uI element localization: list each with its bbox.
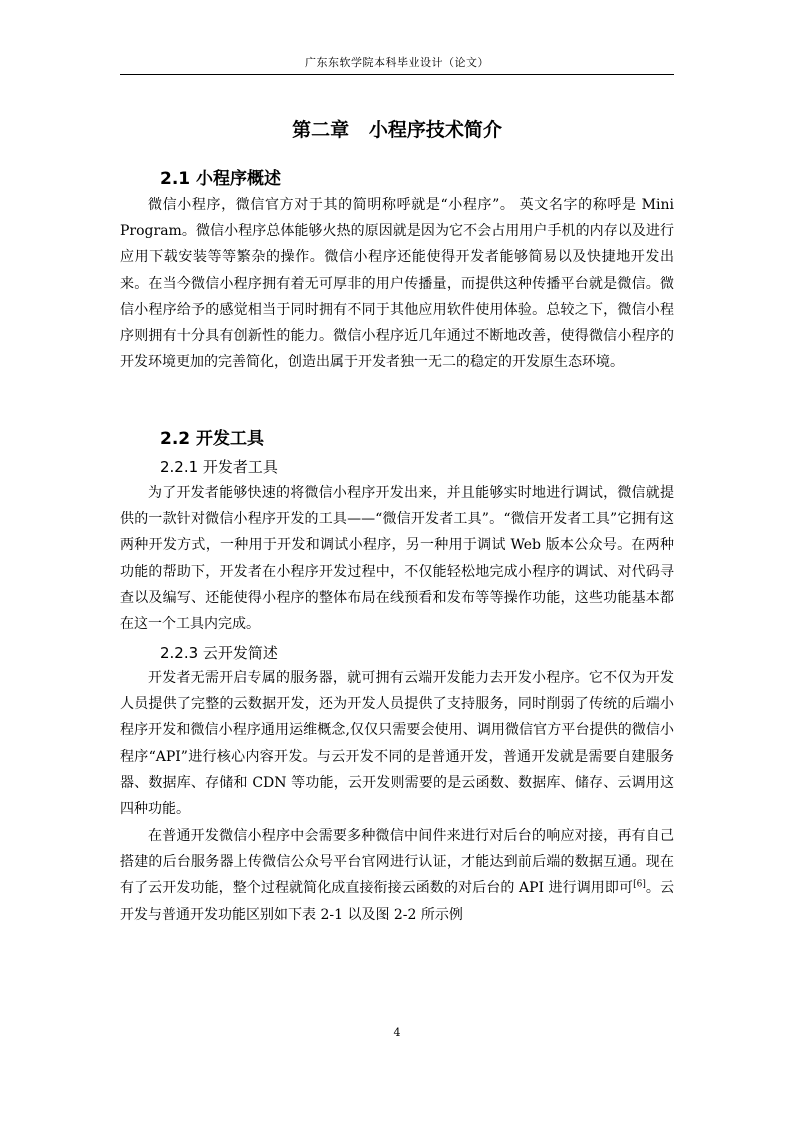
running-header: 广东东软学院本科毕业设计（论文）	[305, 56, 489, 69]
paragraph-2-2-3-a: 开发者无需开启专属的服务器，就可拥有云端开发能力去开发小程序。它不仅为开发人员提供了完整的云数据开发，还为开发人员提供了支持服务，同时削弱了传统的后端小程序开发和微信小程序通用运维概念,仅仅只需要会使用、调用微信官方平台提供的微信小程序“API”进行核心内容开发。与云开发不同的是普通开发，普通开发就是需要自建服务器、数据库、存储和 CDN 等功能，云开发则需要的是云函数、数据库、储存、云调用这四种功能。	[120, 670, 674, 818]
section-heading-2-2-1: 2.2.1 开发者工具	[160, 458, 278, 476]
section-heading-2-2: 2.2 开发工具	[160, 429, 265, 449]
section-heading-2-1: 2.1 小程序概述	[160, 169, 282, 189]
page-number: 4	[393, 1026, 401, 1039]
paragraph-2-2-1: 为了开发者能够快速的将微信小程序开发出来，并且能够实时地进行调试，微信就提供的一款针对微信小程序开发的工具——“微信开发者工具”。“微信开发者工具”它拥有这两种开发方式，一种用于开发和调试小程序，另一种用于调试 Web 版本公众号。在两种功能的帮助下，开发者在小程序开发过程中，不仅能轻松地完成小程序的调试、对代码寻查以及编写、还能使得小程序的整体布局在线预看和发布等等操作功能，这些功能基本都在这一个工具内完成。	[120, 485, 674, 633]
paragraph-2-2-3-b	[120, 823, 674, 928]
section-heading-2-2-3: 2.2.3 云开发简述	[160, 644, 278, 662]
paragraph-2-2-3-b-tail: 。云开发与普通开发功能区别如下表 2-1 以及图 2-2 所示例	[120, 880, 675, 923]
citation-ref[interactable]: [6]	[633, 879, 646, 890]
chapter-title: 第二章 小程序技术简介	[292, 119, 502, 141]
header-rule	[120, 74, 674, 75]
paragraph-2-1: 微信小程序，微信官方对于其的简明称呼就是“小程序”。 英文名字的称呼是 Mini Program。微信小程序总体能够火热的原因就是因为它不会占用用户手机的内存以及进行应用下载安装等等繁杂的操作。微信小程序还能使得开发者能够简易以及快捷地开发出来。在当今微信小程序拥有着无可厚非的用户传播量，而提供这种传播平台就是微信。微信小程序给予的感觉相当于同时拥有不同于其他应用软件使用体验。总较之下，微信小程序则拥有十分具有创新性的能力。微信小程序近几年通过不断地改善，使得微信小程序的开发环境更加的完善简化，创造出属于开发者独一无二的稳定的开发原生态环境。	[120, 197, 674, 371]
paragraph-2-2-3-b-text: 在普通开发微信小程序中会需要多种微信中间件来进行对后台的响应对接，再有自己搭建的后台服务器上传微信公众号平台官网进行认证，才能达到前后端的数据互通。现在有了云开发功能，整个过程就简化成直接衔接云函数的对后台的 API 进行调用即可	[120, 828, 674, 897]
